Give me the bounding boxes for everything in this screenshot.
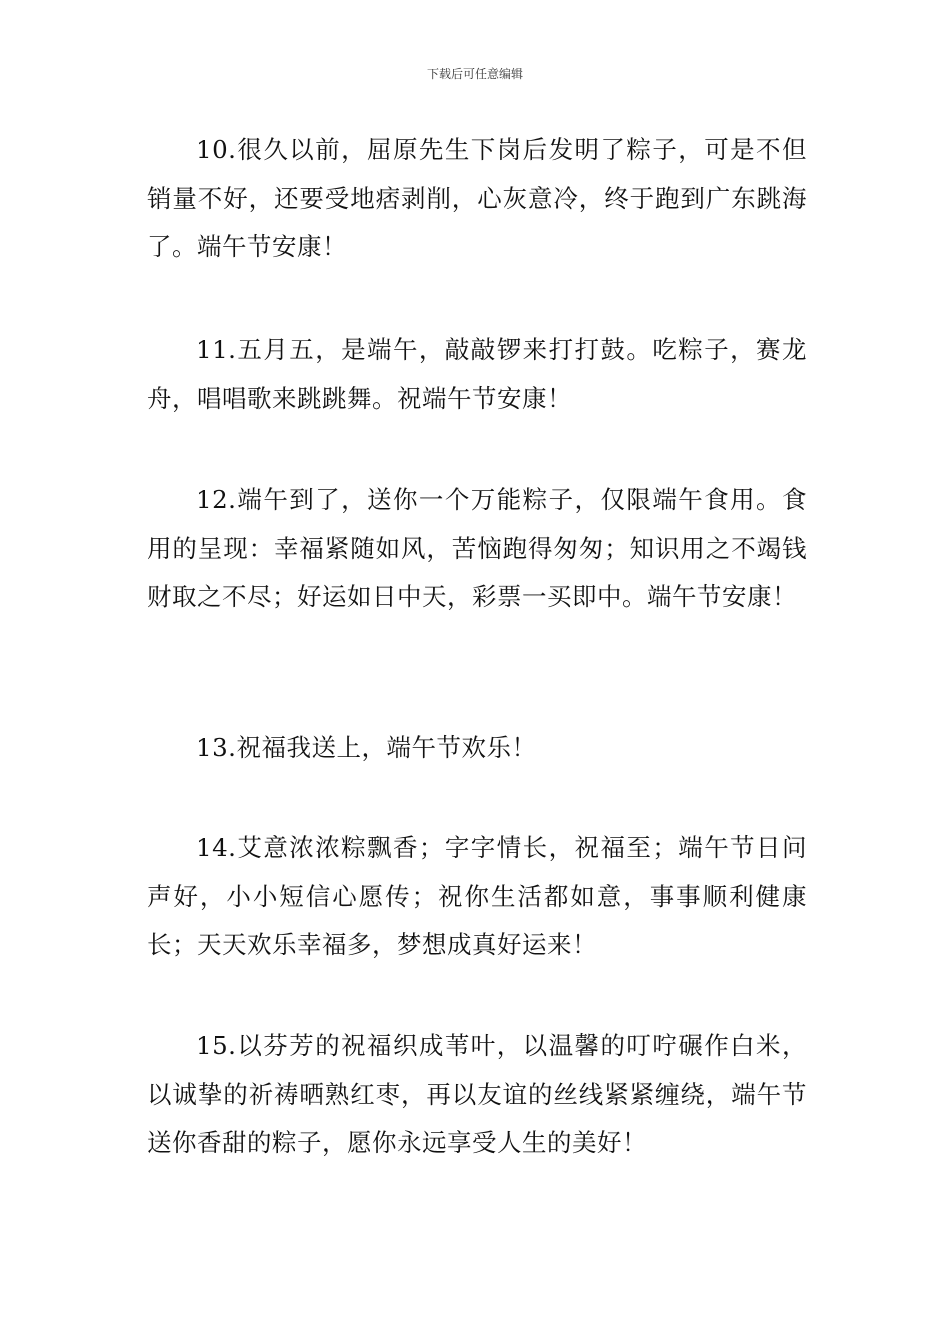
paragraph-10: 10.很久以前，屈原先生下岗后发明了粽子，可是不但销量不好，还要受地痞剥削，心灰意冷，终于跑到广东跳海了。端午节安康！ xyxy=(147,135,807,261)
paragraph-15: 15.以芬芳的祝福织成苇叶，以温馨的叮咛碾作白米，以诚挚的祈祷晒熟红枣，再以友谊的丝线紧紧缠绕，端午节送你香甜的粽子，愿你永远享受人生的美好！ xyxy=(147,1031,807,1157)
paragraph-11: 11.五月五，是端午，敲敲锣来打打鼓。吃粽子，赛龙舟，唱唱歌来跳跳舞。祝端午节安康！ xyxy=(147,335,807,413)
paragraph-12: 12.端午到了，送你一个万能粽子，仅限端午食用。食用的呈现：幸福紧随如风，苦恼跑得匆匆；知识用之不竭钱财取之不尽；好运如日中天，彩票一买即中。端午节安康！ xyxy=(147,485,807,611)
paragraph-14: 14.艾意浓浓粽飘香；字字情长，祝福至；端午节日问声好，小小短信心愿传；祝你生活都如意，事事顺利健康长；天天欢乐幸福多，梦想成真好运来！ xyxy=(147,833,807,959)
page-header: 下载后可任意编辑 xyxy=(426,67,523,81)
paragraph-13: 13.祝福我送上，端午节欢乐！ xyxy=(196,733,537,762)
